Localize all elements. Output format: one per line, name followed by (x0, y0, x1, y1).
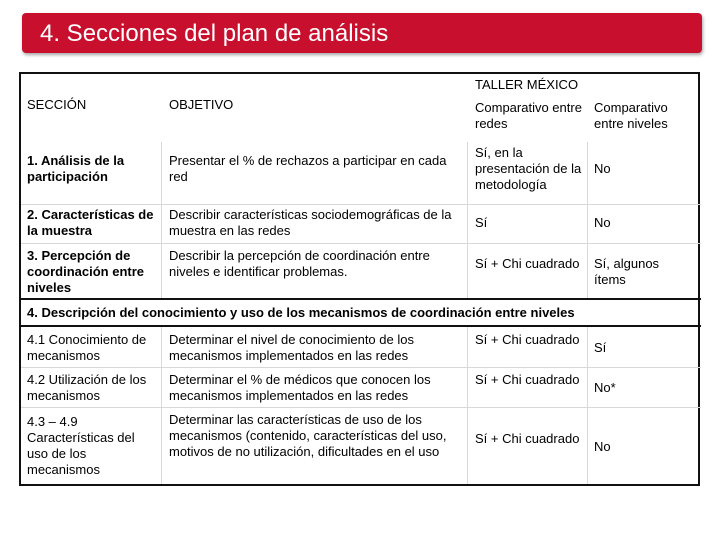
row-3-seccion: 3. Percepción de coordinación entre niveles (27, 248, 145, 295)
row-1-objetivo: Presentar el % de rechazos a participar en cada red (169, 153, 447, 184)
header-niveles: Comparativo entre niveles (594, 100, 668, 131)
row-43-niveles: No (594, 439, 611, 454)
row-43-redes: Sí + Chi cuadrado (475, 431, 580, 446)
divider (467, 142, 468, 298)
divider (21, 243, 701, 244)
row-2-niveles: No (594, 215, 611, 230)
row-43-seccion: 4.3 – 4.9 Características del uso de los mecanismos (27, 414, 135, 477)
row-41-objetivo: Determinar el nivel de conocimiento de los mecanismos implementados en las redes (169, 332, 414, 363)
page-title: 4. Secciones del plan de análisis (40, 20, 389, 47)
row-3-niveles: Sí, algunos ítems (594, 256, 660, 287)
divider (161, 327, 162, 484)
row-1-niveles: No (594, 161, 611, 176)
divider (21, 367, 701, 368)
row-2-objetivo: Describir características sociodemográficas de la muestra en las redes (169, 207, 452, 238)
header-redes: Comparativo entre redes (475, 100, 582, 131)
row-2-seccion: 2. Características de la muestra (27, 207, 154, 238)
row-42-seccion: 4.2 Utilización de los mecanismos (27, 372, 147, 403)
section-4-title: 4. Descripción del conocimiento y uso de los mecanismos de coordinación entre niveles (27, 305, 575, 320)
row-41-redes: Sí + Chi cuadrado (475, 332, 580, 347)
row-3-objetivo: Describir la percepción de coordinación entre niveles e identificar problemas. (169, 248, 430, 279)
title-bar (22, 13, 702, 53)
row-41-seccion: 4.1 Conocimiento de mecanismos (27, 332, 147, 363)
row-3-redes: Sí + Chi cuadrado (475, 256, 580, 271)
section-4-band (21, 298, 701, 327)
row-42-objetivo: Determinar el % de médicos que conocen los mecanismos implementados en las redes (169, 372, 431, 403)
divider (161, 142, 162, 298)
divider (21, 407, 701, 408)
row-41-niveles: Sí (594, 340, 607, 355)
row-2-redes: Sí (475, 215, 488, 230)
header-objetivo: OBJETIVO (169, 97, 234, 112)
divider (467, 327, 468, 484)
row-42-redes: Sí + Chi cuadrado (475, 372, 580, 387)
divider (587, 142, 588, 298)
row-1-redes: Sí, en la presentación de la metodología (475, 145, 582, 192)
row-43-objetivo: Determinar las características de uso de los mecanismos (contenido, características del uso, motivos de no utilización, dificultades en el uso (169, 412, 447, 459)
header-group: TALLER MÉXICO (475, 77, 579, 92)
row-42-niveles: No* (594, 380, 616, 395)
divider (21, 204, 701, 205)
header-seccion: SECCIÓN (27, 97, 87, 112)
row-1-seccion: 1. Análisis de la participación (27, 153, 125, 184)
divider (587, 327, 588, 484)
